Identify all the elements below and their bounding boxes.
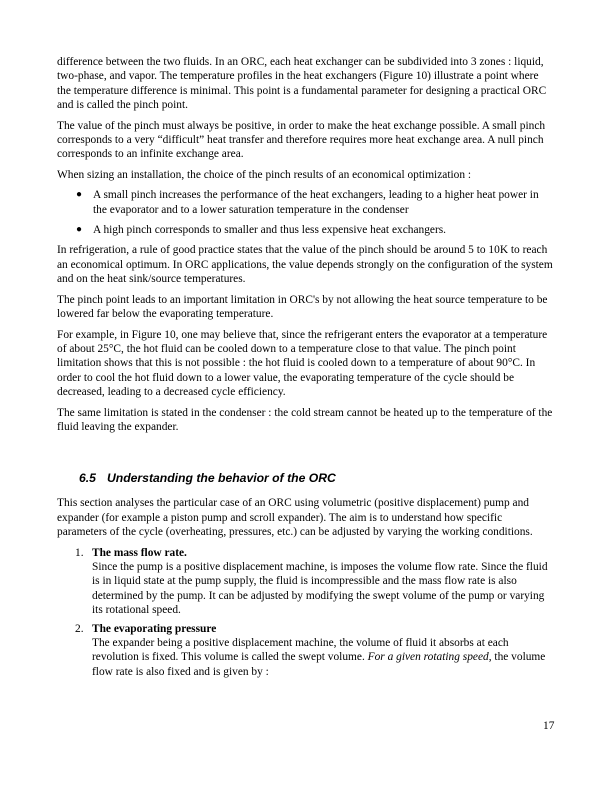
item-body-emphasis: For a given rotating speed	[367, 651, 489, 664]
page-body	[57, 55, 554, 683]
list-item	[57, 223, 554, 237]
paragraph: When sizing an installation, the choice of the pinch results of an economical optimization :	[57, 168, 472, 181]
paragraph: In refrigeration, a rule of good practice states that the value of the pinch should be around 5 to 10K to reach an economical optimum. In ORC applications, the value depends strongly on the configuration of the system and on the heat sink/source temperatures.	[57, 244, 553, 286]
section-intro: This section analyses the particular case of an ORC using volumetric (positive displacement) pump and expander (for example a piston pump and scroll expander). The aim is to understand how specific parameters of the cycle (overheating, pressures, etc.) can be adjusted by varying the working conditions.	[57, 497, 533, 539]
paragraph: The same limitation is stated in the condenser : the cold stream cannot be heated up to the temperature of the fluid leaving the expander.	[57, 406, 553, 433]
list-item	[57, 188, 554, 217]
item-body-part: The expander being a positive displacement machine, the volume of fluid it absorbs at each revolution is fixed. This volume is called the swept volume.	[92, 637, 509, 664]
bullet-list	[57, 188, 554, 237]
item-title: The mass flow rate.	[92, 546, 187, 559]
list-item-text: A high pinch corresponds to smaller and thus less expensive heat exchangers.	[93, 224, 447, 237]
list-item	[57, 546, 554, 618]
paragraph: The pinch point leads to an important limitation in ORC's by not allowing the heat source temperature to be lowered far below the evaporating temperature.	[57, 293, 548, 321]
paragraph: The value of the pinch must always be positive, in order to make the heat exchange possible. A small pinch corresponds to a very “difficult” heat transfer and therefore requires more heat exchange area. A null pinch corresponds to an infinite exchange area.	[57, 119, 546, 161]
bullet-icon: ●	[76, 224, 83, 236]
page-number: 17	[543, 720, 555, 732]
list-item-text: A small pinch increases the performance of the heat exchangers, leading to a higher heat power in the evaporator and to a lower saturation temperature in the condenser	[93, 189, 539, 216]
item-body: Since the pump is a positive displacement machine, is imposes the volume flow rate. Since the fluid is in liquid state at the pump supply, the fluid is incompressible and the mass flow rate is also determined by the pump. It can be adjusted by modifying the swept volume of the pump or varying its rotational speed.	[92, 560, 548, 617]
numbered-list	[57, 546, 554, 680]
item-number: 1.	[75, 546, 84, 559]
item-number: 2.	[75, 622, 84, 635]
item-body	[92, 637, 545, 678]
paragraph: difference between the two fluids. In an ORC, each heat exchanger can be subdivided into 3 zones : liquid, two-phase, and vapor. The temperature profiles in the heat exchangers (Figure 10) illustrate a point where the temperature difference is minimal. This point is a fundamental parameter for designing a practical ORC and is called the pinch point.	[57, 56, 547, 112]
item-body-part: , the volume flow rate is also fixed and is given by :	[92, 651, 546, 678]
section-title: Understanding the behavior of the ORC	[106, 471, 336, 486]
bullet-icon: ●	[76, 189, 83, 201]
section-heading	[79, 470, 554, 486]
section-number: 6.5	[79, 471, 96, 486]
list-item	[57, 622, 554, 680]
paragraph: For example, in Figure 10, one may believe that, since the refrigerant enters the evaporator at a temperature of about 25°C, the hot fluid can be cooled down to a temperature close to that value. The pinch point limitation shows that this is not possible : the hot fluid is cooled down to a temperature of about 90°C. In order to cool the hot fluid down to a lower value, the evaporating temperature of the cycle should be decreased, leading to a decreased cycle efficiency.	[57, 328, 548, 399]
item-title: The evaporating pressure	[92, 622, 217, 635]
